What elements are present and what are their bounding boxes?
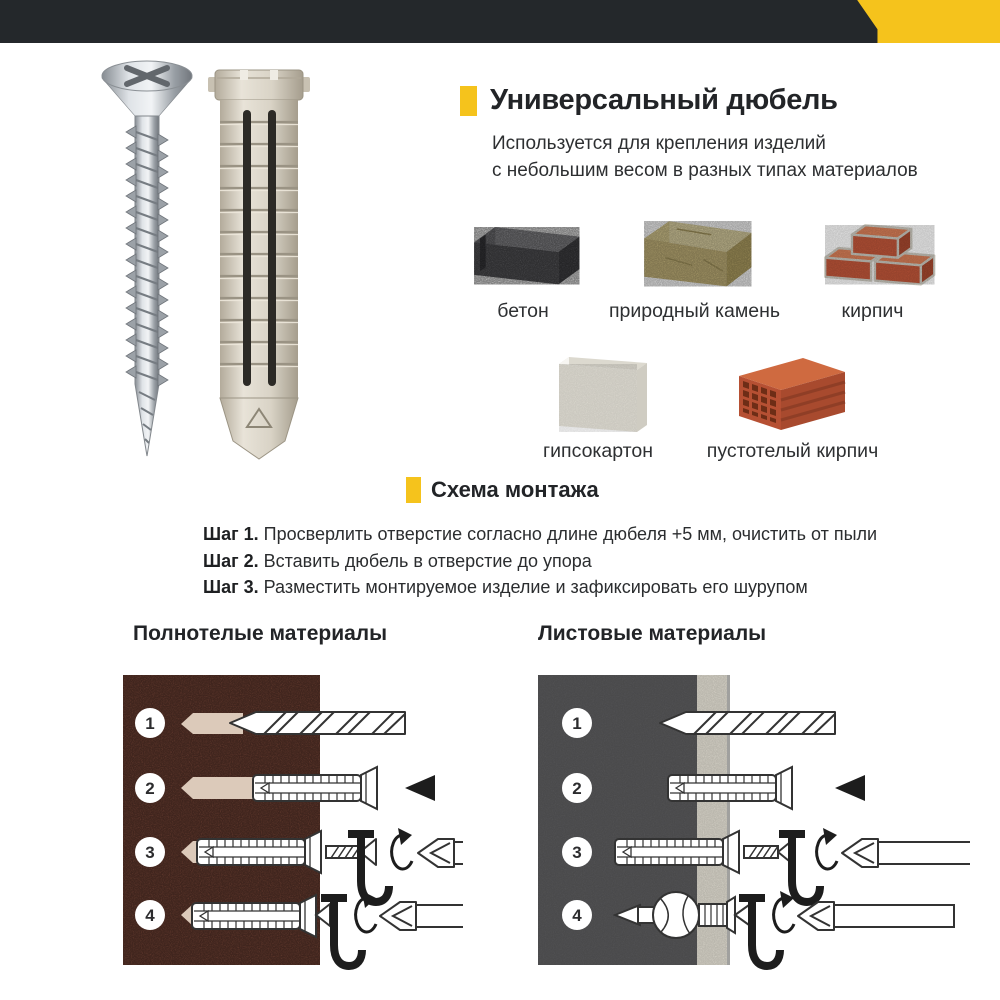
drywall-sheet-icon	[533, 342, 663, 434]
material-label: кирпич	[841, 300, 904, 322]
screwdriver-icon	[798, 902, 954, 930]
step-number: 2	[572, 779, 582, 798]
installation-heading: Схема монтажа	[431, 477, 599, 502]
concrete-block-icon	[458, 206, 588, 294]
screw-photo-icon	[94, 54, 200, 466]
step-line-1	[203, 521, 877, 548]
title-row	[460, 84, 838, 117]
material-item-brick	[800, 206, 945, 323]
screwdriver-icon	[842, 839, 970, 867]
step-number: 4	[572, 906, 582, 925]
step-number: 2	[145, 779, 155, 798]
drill-bit-icon	[230, 712, 405, 734]
screwdriver-icon	[418, 839, 463, 867]
drill-bit-icon	[660, 712, 835, 734]
material-item-drywall	[518, 342, 678, 463]
description-line-1: Используется для крепления изделий	[492, 133, 826, 154]
top-bar	[0, 0, 1000, 43]
solid-materials-diagram	[118, 672, 463, 972]
dowel-photo-icon	[206, 64, 312, 462]
step-line-3	[203, 574, 877, 601]
material-label: бетон	[497, 300, 549, 322]
hook-icon	[779, 831, 820, 902]
material-label: гипсокартон	[543, 440, 653, 462]
step-line-2	[203, 548, 877, 575]
hook-icon	[348, 831, 389, 902]
step-number: 1	[145, 714, 155, 733]
rotation-arrow-icon	[817, 828, 837, 869]
step-number: 3	[145, 843, 155, 862]
natural-stone-icon	[625, 206, 765, 294]
page-title: Универсальный дюбель	[490, 84, 838, 116]
screw-icon	[744, 839, 794, 865]
insert-arrow-icon	[405, 775, 435, 801]
brick-icon	[807, 206, 939, 294]
step-text: Разместить монтируемое изделие и зафиксировать его шурупом	[263, 577, 808, 597]
rotation-arrow-icon	[774, 891, 794, 932]
installation-accent-mark	[406, 477, 421, 503]
sheet-materials-diagram	[530, 672, 970, 972]
material-item-natural-stone	[609, 206, 781, 323]
description-line-2: с небольшим весом в разных типах материалов	[492, 160, 918, 181]
rotation-arrow-icon	[392, 828, 412, 869]
material-label: пустотелый кирпич	[706, 440, 879, 462]
material-label: природный камень	[609, 300, 781, 322]
screw-icon	[326, 839, 376, 865]
material-item-concrete	[448, 206, 598, 323]
step-number: 1	[572, 714, 582, 733]
hook-icon	[739, 895, 780, 966]
step-number: 3	[572, 843, 582, 862]
sheet-materials-heading: Листовые материалы	[538, 622, 767, 645]
step-label: Шаг 2.	[203, 550, 259, 571]
step-text: Вставить дюбель в отверстие до упора	[263, 550, 592, 571]
material-item-hollow-brick	[690, 342, 895, 463]
solid-materials-heading: Полнотелые материалы	[133, 622, 388, 645]
rotation-arrow-icon	[356, 891, 376, 932]
title-accent-mark	[460, 86, 477, 116]
step-number: 4	[145, 906, 155, 925]
screwdriver-icon	[380, 902, 463, 930]
step-label: Шаг 1.	[203, 524, 259, 544]
step-label: Шаг 3.	[203, 577, 259, 597]
step-text: Просверлить отверстие согласно длине дюбеля +5 мм, очистить от пыли	[263, 524, 878, 544]
insert-arrow-icon	[835, 775, 865, 801]
installation-heading-row	[406, 477, 599, 503]
product-description	[492, 130, 918, 184]
hollow-brick-icon	[727, 342, 859, 434]
installation-steps	[203, 521, 877, 601]
